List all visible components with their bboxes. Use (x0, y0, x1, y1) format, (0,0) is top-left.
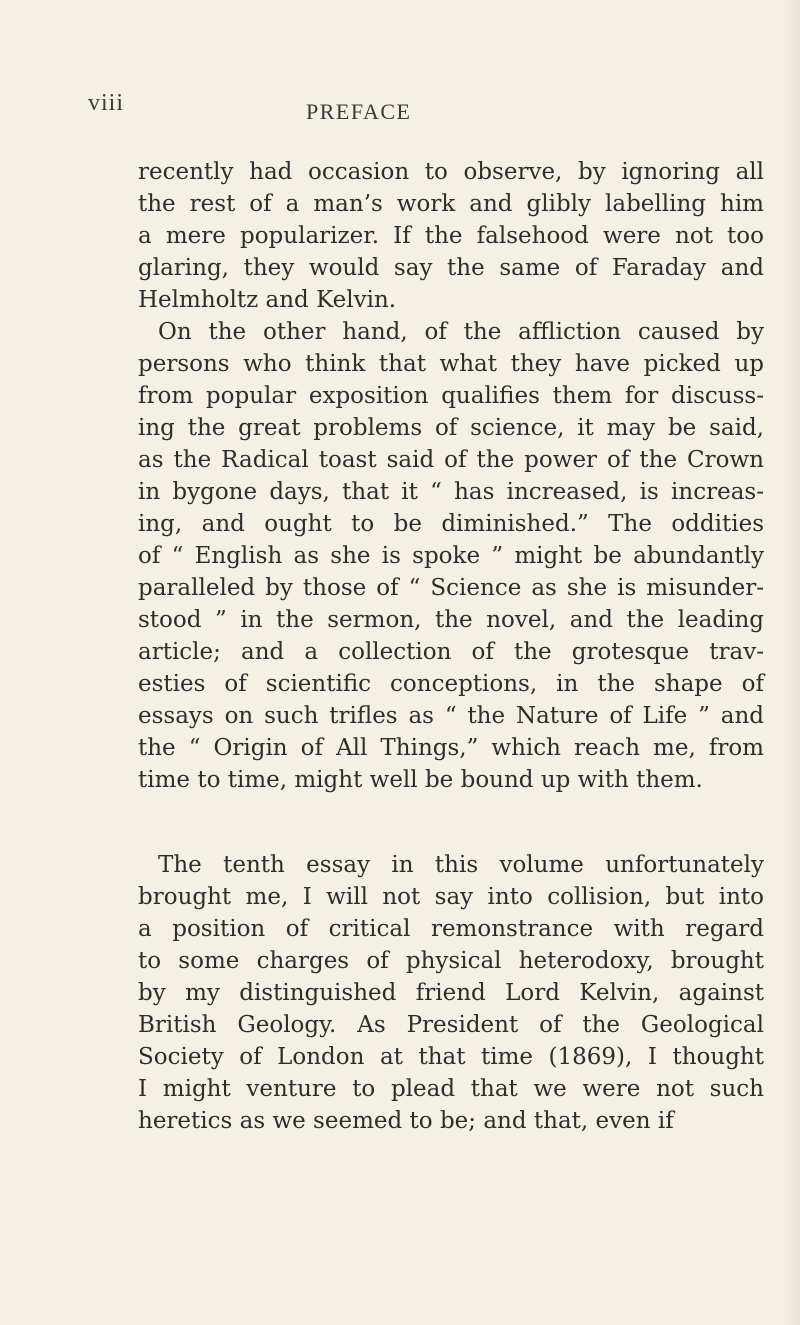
page-edge-shadow (782, 0, 800, 1325)
text-line: glaring, they would say the same of Faraday and (138, 255, 764, 281)
text-line: article; and a collection of the grotesque trav- (138, 639, 764, 665)
text-line: ing the great problems of science, it may be said, (138, 415, 764, 441)
text-line: the “ Origin of All Things,” which reach me, from (138, 735, 764, 761)
text-line: a position of critical remonstrance with regard (138, 916, 764, 942)
text-line: recently had occasion to observe, by ignoring all (138, 159, 764, 185)
text-line: a mere popularizer. If the falsehood were not too (138, 223, 764, 249)
page-number: viii (88, 90, 125, 116)
text-line: by my distinguished friend Lord Kelvin, against (138, 980, 764, 1006)
text-line: British Geology. As President of the Geological (138, 1012, 764, 1038)
text-line: The tenth essay in this volume unfortunately (158, 852, 764, 878)
text-line: ing, and ought to be diminished.” The oddities (138, 511, 764, 537)
text-line: essays on such trifles as “ the Nature of Life ” and (138, 703, 764, 729)
running-head: PREFACE (306, 99, 412, 124)
text-line: stood ” in the sermon, the novel, and the leading (138, 607, 764, 633)
text-line: in bygone days, that it “ has increased, is increas- (138, 479, 764, 505)
text-line: from popular exposition qualifies them for discuss- (138, 383, 764, 409)
text-line: I might venture to plead that we were not such (138, 1076, 764, 1102)
text-line: as the Radical toast said of the power of the Crown (138, 447, 764, 473)
body-text-block-2 (138, 849, 764, 1137)
text-line: the rest of a man’s work and glibly labelling him (138, 191, 764, 217)
text-line: to some charges of physical heterodoxy, brought (138, 948, 764, 974)
text-line: On the other hand, of the affliction caused by (158, 319, 764, 345)
text-line: esties of scientific conceptions, in the shape of (138, 671, 764, 697)
text-line: time to time, might well be bound up with them. (138, 767, 703, 793)
text-line: of “ English as she is spoke ” might be abundantly (138, 543, 764, 569)
text-line: heretics as we seemed to be; and that, even if (138, 1108, 674, 1134)
text-line: Helmholtz and Kelvin. (138, 287, 397, 313)
text-line: persons who think that what they have picked up (138, 351, 764, 377)
text-line: brought me, I will not say into collision, but into (138, 884, 764, 910)
body-text-block-1 (138, 156, 764, 796)
text-line: Society of London at that time (1869), I thought (138, 1044, 764, 1070)
text-line: paralleled by those of “ Science as she is misunder- (138, 575, 764, 601)
